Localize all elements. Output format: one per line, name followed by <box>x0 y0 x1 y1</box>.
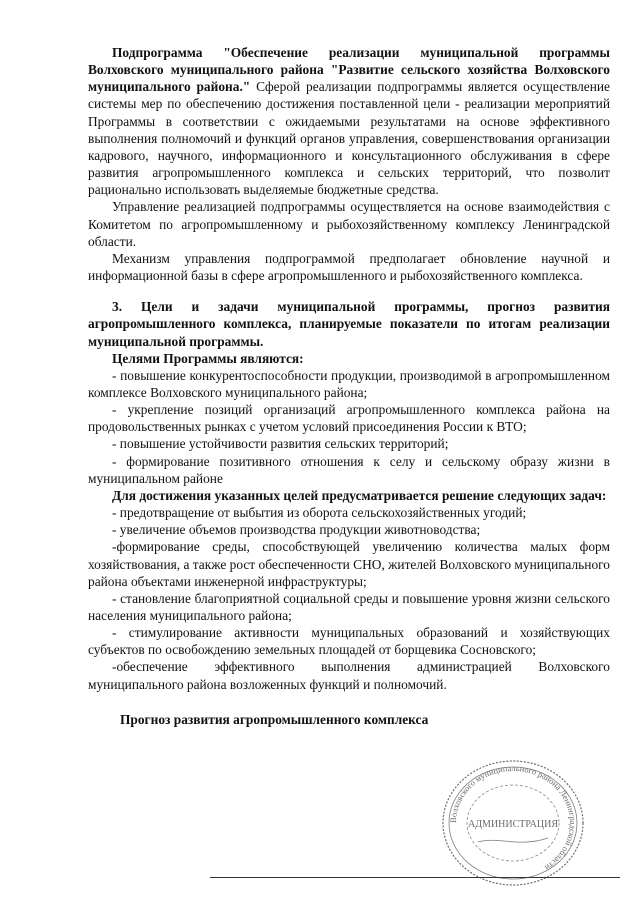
paragraph-management: Управление реализацией подпрограммы осуществляется на основе взаимодействия с Комитетом по агропромышленному и рыбохозяйственному комплексу Ленинградской области. <box>88 199 610 249</box>
forecast-heading: Прогноз развития агропромышленного комплекса <box>120 711 429 727</box>
goal-item: - повышение конкурентоспособности продукции, производимой в агропромышленном комплексе Волховского муниципального района; <box>88 367 610 400</box>
goal-item: - повышение устойчивости развития сельских территорий; <box>112 436 449 452</box>
subprogram-title: Подпрограмма "Обеспечение реализации муниципальной программы Волховского муниципального района "Развитие сельского хозяйства Волховского муниципального района." <box>88 45 610 95</box>
task-item: - становление благоприятной социальной среды и повышение уровня жизни сельского населения муниципального района; <box>88 590 610 623</box>
bottom-rule <box>210 877 620 878</box>
spacer <box>88 284 610 298</box>
goal-item: - укрепление позиций организаций агропромышленного комплекса района на продовольственных рынках с учетом условий присоединения России к ВТО; <box>88 402 610 435</box>
goal-item: - формирование позитивного отношения к селу и сельскому образу жизни в муниципальном районе <box>88 453 610 486</box>
paragraph-subprogram <box>88 44 610 198</box>
subprogram-description: Сферой реализации подпрограммы является осуществление системы мер по обеспечению достижения поставленной цели - реализации мероприятий Программы в соответствии с ожидаемыми результатами на основе эффективного выполнения полномочий и функций органов управления, совершенствования организации кадрового, научного, информационного и консультационного обслуживания в сфере развития агропромышленного комплекса и сельских территорий, что позволит рационально использовать выделяемые бюджетные средства. <box>88 79 610 198</box>
task-item: - предотвращение от выбытия из оборота сельскохозяйственных угодий; <box>112 505 527 521</box>
task-item: - увеличение объемов производства продукции животноводства; <box>112 522 481 538</box>
task-item: -обеспечение эффективного выполнения администрацией Волховского муниципального района возложенных функций и полномочий. <box>88 659 610 692</box>
task-item: -формирование среды, способствующей увеличению количества малых форм хозяйствования, а также рост обеспеченности СНО, жителей Волховского муниципального района объектами инженерной инфраструктуры; <box>88 539 610 589</box>
task-item: - стимулирование активности муниципальных образований и хозяйствующих субъектов по освобождению земельных площадей от борщевика Сосновского; <box>88 625 610 658</box>
section-3-heading: 3. Цели и задачи муниципальной программы, прогноз развития агропромышленного комплекса, планируемые показатели по итогам реализации муниципальной программы. <box>88 299 610 349</box>
stamp-ring-text: Волховского муниципального района Ленинградской области <box>447 762 579 874</box>
paragraph-mechanism: Механизм управления подпрограммой предполагает обновление научной и информационной базы в сфере агропромышленного и рыбохозяйственного комплекса. <box>88 250 610 284</box>
spacer <box>88 693 610 711</box>
document-body <box>88 44 610 728</box>
tasks-heading: Для достижения указанных целей предусматривается решение следующих задач: <box>112 487 607 503</box>
official-stamp-icon <box>438 758 588 888</box>
goals-heading: Целями Программы являются: <box>112 350 304 366</box>
stamp-center-text: АДМИНИСТРАЦИЯ <box>468 819 558 830</box>
